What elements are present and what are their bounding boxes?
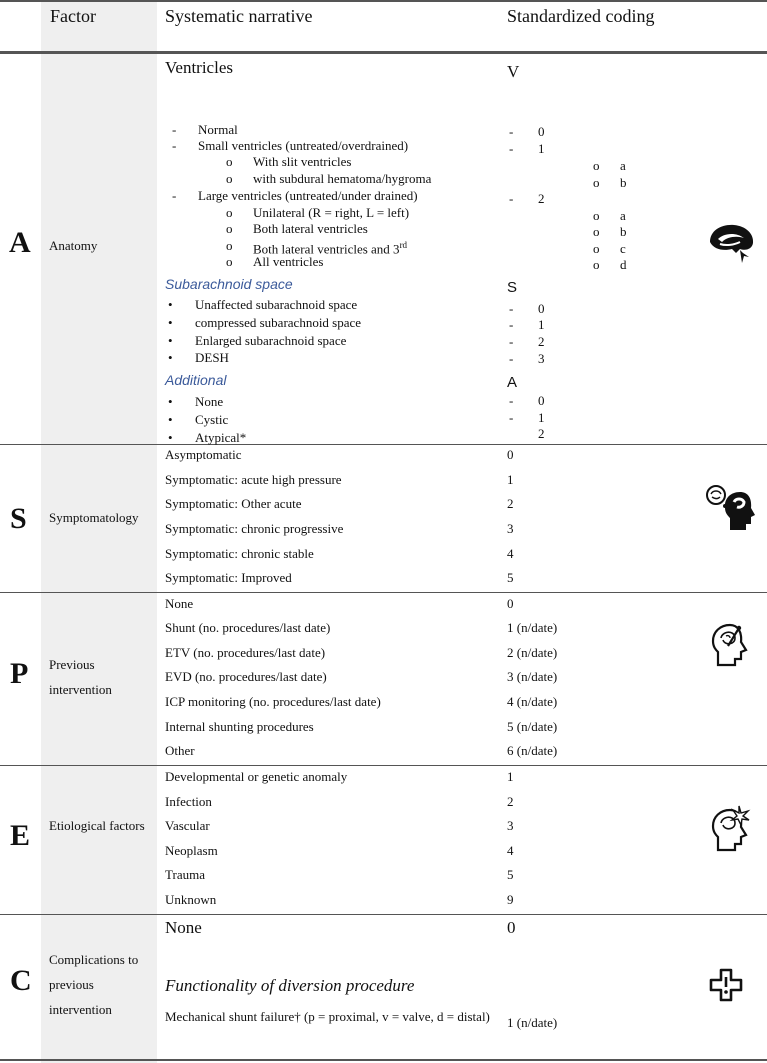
bullet: •	[168, 412, 173, 427]
ventricles-title: Ventricles	[165, 58, 233, 77]
bullet: •	[168, 394, 173, 409]
etiology-code: 9	[507, 892, 514, 907]
code-small-a: a	[620, 158, 626, 173]
intervention-item: None	[165, 596, 194, 611]
brain-ventricles-icon	[706, 220, 756, 264]
code-small-b: b	[620, 175, 627, 190]
ventricles-code: V	[507, 62, 520, 81]
symptom-item: Symptomatic: chronic stable	[165, 546, 314, 561]
subarachnoid-item: compressed subarachnoid space	[195, 315, 362, 330]
bullet: •	[168, 350, 173, 365]
intervention-code: 5 (n/date)	[507, 719, 558, 734]
header-factor: Factor	[50, 6, 96, 26]
symptom-code: 1	[507, 472, 514, 487]
factor-letter-s: S	[10, 502, 27, 535]
additional-code-0: 0	[538, 393, 545, 408]
additional-title: Additional	[165, 372, 227, 388]
slit-label: With slit ventricles	[253, 154, 352, 169]
complication-none: None	[165, 918, 202, 937]
symptom-item: Symptomatic: acute high pressure	[165, 472, 342, 487]
additional-item: None	[195, 394, 224, 409]
circle-marker: o	[226, 154, 233, 169]
circle-marker: o	[226, 238, 233, 253]
code-large-a: a	[620, 208, 626, 223]
all-ventricles-label: All ventricles	[253, 254, 324, 269]
subarachnoid-code-1: 1	[538, 317, 545, 332]
symptom-item: Symptomatic: Other acute	[165, 496, 302, 511]
circle-marker: o	[593, 208, 600, 223]
intervention-code: 2 (n/date)	[507, 645, 558, 660]
factor-label-anatomy: Anatomy	[49, 238, 98, 253]
etiology-item: Developmental or genetic anomaly	[165, 769, 348, 784]
head-thought-icon	[704, 484, 756, 532]
symptom-code: 0	[507, 447, 514, 462]
intervention-code: 0	[507, 596, 514, 611]
head-spark-icon	[708, 804, 754, 852]
bottom-rule	[0, 1059, 767, 1061]
symptom-code: 4	[507, 546, 514, 561]
circle-marker: o	[226, 171, 233, 186]
intervention-item: Internal shunting procedures	[165, 719, 314, 734]
circle-marker: o	[593, 158, 600, 173]
dash: -	[172, 138, 177, 153]
additional-code-2: 2	[538, 426, 545, 441]
dash: -	[509, 334, 514, 349]
dash: -	[509, 393, 514, 408]
dash: -	[509, 351, 514, 366]
subarachnoid-code: S	[507, 279, 518, 296]
subarachnoid-code-3: 3	[538, 351, 545, 366]
etiology-item: Unknown	[165, 892, 217, 907]
etiology-item: Infection	[165, 794, 212, 809]
dash: -	[509, 141, 514, 156]
complication-none-code: 0	[507, 918, 516, 937]
factor-label-symptomatology: Symptomatology	[49, 510, 139, 525]
head-shunt-icon	[708, 622, 754, 668]
mechanical-failure-code: 1 (n/date)	[507, 1015, 558, 1030]
etiology-item: Neoplasm	[165, 843, 218, 858]
intervention-code: 4 (n/date)	[507, 694, 558, 709]
symptom-item: Symptomatic: chronic progressive	[165, 521, 344, 536]
additional-code: A	[507, 374, 518, 391]
medical-cross-icon	[709, 968, 743, 1002]
both-lateral-label: Both lateral ventricles	[253, 221, 368, 236]
functionality-title: Functionality of diversion procedure	[165, 976, 415, 995]
row-divider	[0, 444, 767, 445]
bullet: •	[168, 430, 173, 445]
bullet: •	[168, 315, 173, 330]
intervention-code: 3 (n/date)	[507, 669, 558, 684]
code-v-2: 2	[538, 191, 545, 206]
intervention-code: 6 (n/date)	[507, 743, 558, 758]
circle-marker: o	[593, 241, 600, 256]
circle-marker: o	[593, 257, 600, 272]
intervention-item: Other	[165, 743, 195, 758]
row-divider	[0, 914, 767, 915]
subarachnoid-title: Subarachnoid space	[165, 276, 293, 292]
row-divider	[0, 592, 767, 593]
factor-label-previous: Previous intervention	[49, 657, 112, 697]
circle-marker: o	[593, 175, 600, 190]
symptom-code: 3	[507, 521, 514, 536]
subarachnoid-item: DESH	[195, 350, 229, 365]
code-large-b: b	[620, 224, 627, 239]
row-divider	[0, 765, 767, 766]
intervention-item: EVD (no. procedures/last date)	[165, 669, 327, 684]
etiology-code: 4	[507, 843, 514, 858]
bullet: •	[168, 297, 173, 312]
factor-letter-p: P	[10, 657, 29, 690]
etiology-item: Trauma	[165, 867, 205, 882]
unilateral-label: Unilateral (R = right, L = left)	[253, 205, 410, 220]
etiology-code: 3	[507, 818, 514, 833]
code-large-c: c	[620, 241, 626, 256]
code-v-1: 1	[538, 141, 545, 156]
intervention-item: Shunt (no. procedures/last date)	[165, 620, 331, 635]
subarachnoid-code-2: 2	[538, 334, 545, 349]
intervention-code: 1 (n/date)	[507, 620, 558, 635]
dash: -	[172, 188, 177, 203]
factor-label-complications: Complications to previous intervention	[49, 952, 139, 1017]
code-v-0: 0	[538, 124, 545, 139]
ordinal-suffix: rd	[399, 240, 408, 250]
factor-letter-e: E	[10, 819, 31, 852]
bullet: •	[168, 333, 173, 348]
dash: -	[509, 317, 514, 332]
factor-label-etiology: Etiological factors	[49, 818, 145, 833]
etiology-code: 5	[507, 867, 514, 882]
header-narrative: Systematic narrative	[165, 6, 313, 26]
top-rule	[0, 0, 767, 2]
etiology-code: 2	[507, 794, 514, 809]
circle-marker: o	[226, 254, 233, 269]
subdural-label: with subdural hematoma/hygroma	[253, 171, 432, 186]
both-lateral-3rd-text: Both lateral ventricles and 3	[253, 241, 400, 257]
circle-marker: o	[226, 205, 233, 220]
dash: -	[509, 301, 514, 316]
subarachnoid-code-0: 0	[538, 301, 545, 316]
circle-marker: o	[226, 221, 233, 236]
mechanical-failure-item: Mechanical shunt failure† (p = proximal, v = valve, d = distal)	[165, 1009, 490, 1024]
dash: -	[509, 410, 514, 425]
symptom-item: Symptomatic: Improved	[165, 570, 292, 585]
normal-label: Normal	[198, 122, 238, 137]
small-ventricles-label: Small ventricles (untreated/overdrained)	[198, 138, 409, 153]
factor-column-bg	[41, 0, 157, 1063]
header-rule	[0, 51, 767, 54]
header-coding: Standardized coding	[507, 6, 655, 26]
factor-letter-c: C	[10, 964, 32, 997]
etiology-code: 1	[507, 769, 514, 784]
intervention-item: ETV (no. procedures/last date)	[165, 645, 326, 660]
dash: -	[509, 191, 514, 206]
symptom-item: Asymptomatic	[165, 447, 242, 462]
etiology-item: Vascular	[165, 818, 210, 833]
large-ventricles-label: Large ventricles (untreated/under drained)	[198, 188, 418, 203]
subarachnoid-item: Unaffected subarachnoid space	[195, 297, 358, 312]
symptom-code: 2	[507, 496, 514, 511]
subarachnoid-item: Enlarged subarachnoid space	[195, 333, 347, 348]
dash: -	[509, 124, 514, 139]
symptom-code: 5	[507, 570, 514, 585]
intervention-item: ICP monitoring (no. procedures/last date)	[165, 694, 381, 709]
code-large-d: d	[620, 257, 627, 272]
additional-code-1: 1	[538, 410, 545, 425]
circle-marker: o	[593, 224, 600, 239]
dash: -	[172, 122, 177, 137]
factor-letter-a: A	[9, 226, 31, 259]
additional-item: Cystic	[195, 412, 229, 427]
additional-item: Atypical*	[195, 430, 247, 445]
